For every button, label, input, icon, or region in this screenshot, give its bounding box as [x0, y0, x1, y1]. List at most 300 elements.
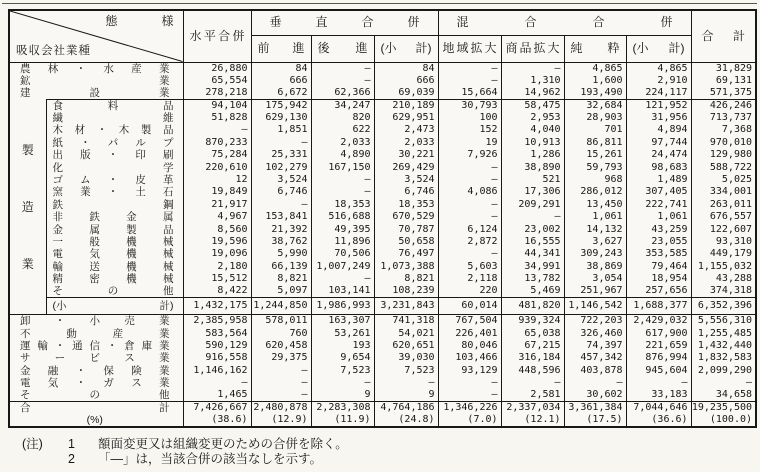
value-cell: 103,466 — [438, 352, 501, 364]
table-row — [9, 315, 756, 328]
value-cell: 19,235,500 — [691, 402, 756, 415]
table-row — [9, 149, 756, 161]
value-cell: 4,894 — [626, 124, 691, 136]
value-cell: 670,529 — [374, 211, 438, 223]
value-cell: 1,244,850 — [251, 298, 311, 315]
row-label: そ の 他 — [9, 389, 183, 402]
value-cell: 3,054 — [564, 273, 626, 285]
value-cell: 278,218 — [183, 87, 251, 100]
row-label: 食 料 品 — [46, 99, 183, 112]
value-cell: 1,255,485 — [691, 327, 756, 339]
value-cell: 3,524 — [374, 174, 438, 186]
value-cell: — — [438, 62, 501, 75]
value-cell: 209,291 — [501, 199, 564, 211]
value-cell: 481,820 — [501, 298, 564, 315]
note-line-1 — [22, 437, 348, 452]
value-cell: 69,131 — [691, 75, 756, 87]
value-cell: 1,688,377 — [626, 298, 691, 315]
row-label: 一 般 機 械 — [46, 236, 183, 248]
row-label: 繊 維 — [46, 112, 183, 124]
value-cell: 25,331 — [251, 149, 311, 161]
value-cell: 326,460 — [564, 327, 626, 339]
value-cell: 79,464 — [626, 261, 691, 273]
value-cell: 6,672 — [251, 87, 311, 100]
value-cell: 121,952 — [626, 99, 691, 112]
row-label: 金 融 ・ 保 険 業 — [9, 365, 183, 377]
value-cell: 23,055 — [626, 236, 691, 248]
row-label: 鉱 業 — [9, 75, 183, 87]
value-cell: 2,385,958 — [183, 315, 251, 328]
value-cell: 54,021 — [374, 327, 438, 339]
value-cell: 2,033 — [374, 137, 438, 149]
value-cell: (17.5) — [564, 414, 626, 427]
row-label: 卸 ・ 小 売 業 — [9, 315, 183, 328]
value-cell: 9 — [311, 389, 374, 402]
value-cell: 4,086 — [438, 186, 501, 198]
table-row — [9, 161, 756, 173]
value-cell: 26,880 — [183, 62, 251, 75]
value-cell: 6,746 — [374, 186, 438, 198]
value-cell: 578,011 — [251, 315, 311, 328]
value-cell: 713,737 — [691, 112, 756, 124]
value-cell: 1,146,542 — [564, 298, 626, 315]
value-cell: 2,180 — [183, 261, 251, 273]
value-cell: 571,375 — [691, 87, 756, 100]
value-cell: 629,130 — [251, 112, 311, 124]
col-header-horizontal-merger: 水 平 合 併 — [183, 10, 251, 62]
value-cell: 876,994 — [626, 352, 691, 364]
value-cell: 2,473 — [374, 124, 438, 136]
value-cell: 2,910 — [626, 75, 691, 87]
value-cell: 16,555 — [501, 236, 564, 248]
value-cell: — — [564, 377, 626, 389]
value-cell: 59,793 — [564, 161, 626, 173]
value-cell: 12 — [183, 174, 251, 186]
value-cell: 53,261 — [311, 327, 374, 339]
value-cell: 7,368 — [691, 124, 756, 136]
value-cell: 2,872 — [438, 236, 501, 248]
value-cell: 676,557 — [691, 211, 756, 223]
row-label: ゴ ム ・ 皮 革 — [46, 174, 183, 186]
value-cell: 1,432,175 — [183, 298, 251, 315]
header-row-groups — [9, 10, 756, 35]
value-cell: 38,890 — [501, 161, 564, 173]
value-cell: 69,039 — [374, 87, 438, 100]
value-cell: — — [501, 211, 564, 223]
value-cell: (11.9) — [311, 414, 374, 427]
note-mark: (注) — [22, 437, 43, 451]
value-cell: 5,469 — [501, 285, 564, 298]
value-cell: 167,150 — [311, 161, 374, 173]
value-cell: 226,401 — [438, 327, 501, 339]
row-label: 合 計 — [9, 402, 183, 415]
value-cell: 3,231,843 — [374, 298, 438, 315]
value-cell: 1,155,032 — [691, 261, 756, 273]
value-cell: 100 — [438, 112, 501, 124]
value-cell: 152 — [438, 124, 501, 136]
value-cell: 701 — [564, 124, 626, 136]
value-cell: 516,688 — [311, 211, 374, 223]
value-cell: (12.1) — [501, 414, 564, 427]
row-label: 農 林 ・ 水 産 業 — [9, 62, 183, 75]
value-cell: 939,324 — [501, 315, 564, 328]
value-cell: 18,353 — [311, 199, 374, 211]
value-cell: 98,683 — [626, 161, 691, 173]
value-cell: 6,352,396 — [691, 298, 756, 315]
value-cell: 4,967 — [183, 211, 251, 223]
value-cell: — — [311, 75, 374, 87]
value-cell: 8,560 — [183, 223, 251, 235]
value-cell: 80,046 — [438, 340, 501, 352]
table-row — [9, 377, 756, 389]
value-cell: 108,239 — [374, 285, 438, 298]
value-cell: 19,096 — [183, 248, 251, 260]
value-cell: 1,007,249 — [311, 261, 374, 273]
table-row — [9, 389, 756, 402]
value-cell: 1,489 — [626, 174, 691, 186]
note-text: 「—」は，当該合併の該当なしを示す。 — [98, 452, 323, 466]
value-cell: 67,215 — [501, 340, 564, 352]
value-cell: (7.0) — [438, 414, 501, 427]
value-cell: 620,458 — [251, 340, 311, 352]
value-cell: 44,341 — [501, 248, 564, 260]
value-cell: 9,654 — [311, 352, 374, 364]
col-header-regional-expansion: 地 域 拡 大 — [438, 35, 501, 62]
value-cell: 309,243 — [564, 248, 626, 260]
value-cell: 97,744 — [626, 137, 691, 149]
value-cell: 2,099,290 — [691, 365, 756, 377]
value-cell: 2,581 — [501, 389, 564, 402]
value-cell: 93,310 — [691, 236, 756, 248]
value-cell: 70,506 — [311, 248, 374, 260]
value-cell: 622 — [311, 124, 374, 136]
value-cell: 666 — [251, 75, 311, 87]
value-cell: 32,684 — [564, 99, 626, 112]
value-cell: 1,146,162 — [183, 365, 251, 377]
value-cell: 14,962 — [501, 87, 564, 100]
group-label-manufacturing: 製 造 業 — [9, 99, 46, 314]
value-cell: 193,490 — [564, 87, 626, 100]
note-number: 2 — [68, 452, 75, 466]
value-cell: — — [374, 377, 438, 389]
value-cell: — — [183, 124, 251, 136]
value-cell: 19,849 — [183, 186, 251, 198]
value-cell: (36.6) — [626, 414, 691, 427]
value-cell: 334,001 — [691, 186, 756, 198]
value-cell: 403,878 — [564, 365, 626, 377]
value-cell: — — [691, 377, 756, 389]
value-cell: 7,044,646 — [626, 402, 691, 415]
value-cell: 8,821 — [374, 273, 438, 285]
value-cell: 49,395 — [311, 223, 374, 235]
value-cell: — — [251, 137, 311, 149]
value-cell: 4,890 — [311, 149, 374, 161]
value-cell: 11,896 — [311, 236, 374, 248]
value-cell: 741,318 — [374, 315, 438, 328]
value-cell: 10,913 — [501, 137, 564, 149]
value-cell: 84 — [374, 62, 438, 75]
value-cell: 5,603 — [438, 261, 501, 273]
note-line-2 — [22, 452, 348, 467]
table-header — [9, 10, 756, 62]
value-cell: 1,073,388 — [374, 261, 438, 273]
value-cell: 1,851 — [251, 124, 311, 136]
row-label: 輸 送 機 械 — [46, 261, 183, 273]
table-row — [9, 112, 756, 124]
value-cell: 2,283,308 — [311, 402, 374, 415]
value-cell: 15,261 — [564, 149, 626, 161]
value-cell: 19 — [438, 137, 501, 149]
value-cell: 30,793 — [438, 99, 501, 112]
value-cell: 521 — [501, 174, 564, 186]
table-row — [9, 137, 756, 149]
value-cell: 760 — [251, 327, 311, 339]
table-row — [9, 261, 756, 273]
value-cell: 1,832,583 — [691, 352, 756, 364]
value-cell: 8,821 — [251, 273, 311, 285]
value-cell: 8,422 — [183, 285, 251, 298]
value-cell: — — [438, 75, 501, 87]
row-label: 建 設 業 — [9, 87, 183, 100]
value-cell: 122,607 — [691, 223, 756, 235]
value-cell: 9 — [374, 389, 438, 402]
value-cell: 4,764,186 — [374, 402, 438, 415]
value-cell: 448,596 — [501, 365, 564, 377]
value-cell: — — [311, 174, 374, 186]
value-cell: — — [251, 389, 311, 402]
value-cell: 1,465 — [183, 389, 251, 402]
row-label: 紙 ・ パ ル プ — [46, 137, 183, 149]
note-text: 額面変更又は組織変更のための合併を除く。 — [98, 437, 348, 451]
table-row — [9, 298, 756, 315]
value-cell: 353,585 — [626, 248, 691, 260]
value-cell: 103,141 — [311, 285, 374, 298]
value-cell: 14,132 — [564, 223, 626, 235]
value-cell: 2,480,878 — [251, 402, 311, 415]
value-cell: 374,318 — [691, 285, 756, 298]
table-row — [9, 285, 756, 298]
value-cell: 2,118 — [438, 273, 501, 285]
value-cell: 257,656 — [626, 285, 691, 298]
value-cell: 50,658 — [374, 236, 438, 248]
value-cell: 426,246 — [691, 99, 756, 112]
value-cell: 220,610 — [183, 161, 251, 173]
table-row — [9, 414, 756, 427]
value-cell: 4,040 — [501, 124, 564, 136]
table-row — [9, 87, 756, 100]
value-cell: 163,307 — [311, 315, 374, 328]
value-cell: — — [501, 377, 564, 389]
value-cell: — — [311, 377, 374, 389]
value-cell: 3,627 — [564, 236, 626, 248]
value-cell: 15,512 — [183, 273, 251, 285]
value-cell: 65,554 — [183, 75, 251, 87]
value-cell: 43,259 — [626, 223, 691, 235]
value-cell: 307,405 — [626, 186, 691, 198]
col-header-pure: 純 粋 — [564, 35, 626, 62]
value-cell: — — [438, 211, 501, 223]
row-label: 電 気 機 械 — [46, 248, 183, 260]
col-header-vertical-subtotal: (小 計) — [374, 35, 438, 62]
row-label: 運 輸 ・ 通 信 ・ 倉 庫 業 — [9, 340, 183, 352]
value-cell: 916,558 — [183, 352, 251, 364]
value-cell: 1,600 — [564, 75, 626, 87]
value-cell: 1,286 — [501, 149, 564, 161]
value-cell: 34,247 — [311, 99, 374, 112]
value-cell: 5,025 — [691, 174, 756, 186]
value-cell: 4,865 — [626, 62, 691, 75]
corner-label-form: 態 様 — [105, 14, 174, 28]
value-cell: 84 — [251, 62, 311, 75]
value-cell: 93,129 — [438, 365, 501, 377]
value-cell: — — [251, 365, 311, 377]
row-label: 不 動 産 業 — [9, 327, 183, 339]
col-header-forward: 前 進 — [251, 35, 311, 62]
value-cell: 970,010 — [691, 137, 756, 149]
table-row — [9, 124, 756, 136]
value-cell: 590,129 — [183, 340, 251, 352]
value-cell: 18,954 — [626, 273, 691, 285]
value-cell: 18,353 — [374, 199, 438, 211]
value-cell: 1,061 — [626, 211, 691, 223]
value-cell: 3,361,384 — [564, 402, 626, 415]
value-cell: 15,664 — [438, 87, 501, 100]
col-header-mixed-subtotal: (小 計) — [626, 35, 691, 62]
row-label: 電 気 ・ ガ ス 業 — [9, 377, 183, 389]
value-cell: 24,474 — [626, 149, 691, 161]
value-cell: 269,429 — [374, 161, 438, 173]
note-number: 1 — [68, 437, 75, 451]
value-cell: 75,284 — [183, 149, 251, 161]
value-cell: 316,184 — [501, 352, 564, 364]
col-header-grand-total: 合 計 — [691, 10, 756, 62]
value-cell: 457,342 — [564, 352, 626, 364]
value-cell: 1,986,993 — [311, 298, 374, 315]
value-cell: 286,012 — [564, 186, 626, 198]
value-cell: 19,596 — [183, 236, 251, 248]
value-cell: 221,659 — [626, 340, 691, 352]
value-cell: 2,337,034 — [501, 402, 564, 415]
value-cell: 7,523 — [374, 365, 438, 377]
value-cell: 33,183 — [626, 389, 691, 402]
value-cell: (12.9) — [251, 414, 311, 427]
row-label: 木 材 ・ 木 製 品 — [46, 124, 183, 136]
value-cell: 34,658 — [691, 389, 756, 402]
value-cell: 870,233 — [183, 137, 251, 149]
value-cell: 6,124 — [438, 223, 501, 235]
value-cell: 767,504 — [438, 315, 501, 328]
value-cell: 5,556,310 — [691, 315, 756, 328]
value-cell: 31,956 — [626, 112, 691, 124]
table-row — [9, 352, 756, 364]
merger-by-industry-table — [8, 9, 757, 428]
value-cell: 1,061 — [564, 211, 626, 223]
value-cell: — — [626, 377, 691, 389]
value-cell: 21,917 — [183, 199, 251, 211]
table-row — [9, 75, 756, 87]
table-row — [9, 99, 756, 112]
value-cell: 28,903 — [564, 112, 626, 124]
row-label: (%) — [9, 414, 183, 427]
value-cell: — — [311, 62, 374, 75]
value-cell: 7,426,667 — [183, 402, 251, 415]
value-cell: 38,762 — [251, 236, 311, 248]
value-cell: 34,991 — [501, 261, 564, 273]
row-label: (小 計) — [46, 298, 183, 315]
col-group-vertical-merger: 垂 直 合 併 — [251, 10, 438, 35]
value-cell: 58,475 — [501, 99, 564, 112]
value-cell: 222,741 — [626, 199, 691, 211]
table-row — [9, 340, 756, 352]
value-cell: 30,221 — [374, 149, 438, 161]
value-cell: 102,279 — [251, 161, 311, 173]
value-cell: 722,203 — [564, 315, 626, 328]
table-row — [9, 199, 756, 211]
table-row — [9, 365, 756, 377]
value-cell: 30,602 — [564, 389, 626, 402]
value-cell: (24.8) — [374, 414, 438, 427]
notes — [22, 437, 348, 467]
value-cell: 620,651 — [374, 340, 438, 352]
table-row — [9, 236, 756, 248]
col-header-product-expansion: 商 品 拡 大 — [501, 35, 564, 62]
value-cell: 31,829 — [691, 62, 756, 75]
value-cell: 5,097 — [251, 285, 311, 298]
table-row — [9, 223, 756, 235]
value-cell: 220 — [438, 285, 501, 298]
table-row — [9, 327, 756, 339]
value-cell: 39,030 — [374, 352, 438, 364]
value-cell: 21,392 — [251, 223, 311, 235]
value-cell: (38.6) — [183, 414, 251, 427]
table-row — [9, 62, 756, 75]
value-cell: — — [438, 199, 501, 211]
value-cell: — — [501, 62, 564, 75]
value-cell: — — [311, 273, 374, 285]
table-row — [9, 211, 756, 223]
value-cell: 5,990 — [251, 248, 311, 260]
value-cell: 13,450 — [564, 199, 626, 211]
value-cell: — — [438, 248, 501, 260]
value-cell: 210,189 — [374, 99, 438, 112]
value-cell: 263,011 — [691, 199, 756, 211]
value-cell: 3,524 — [251, 174, 311, 186]
col-header-backward: 後 進 — [311, 35, 374, 62]
row-label: 非 鉄 金 属 — [46, 211, 183, 223]
value-cell: 588,722 — [691, 161, 756, 173]
value-cell: 666 — [374, 75, 438, 87]
value-cell: 62,366 — [311, 87, 374, 100]
value-cell: 13,782 — [501, 273, 564, 285]
value-cell: 251,967 — [564, 285, 626, 298]
row-label: 精 密 機 械 — [46, 273, 183, 285]
top-rule — [2, 3, 757, 4]
row-label: 出 版 ・ 印 刷 — [46, 149, 183, 161]
value-cell: 51,828 — [183, 112, 251, 124]
value-cell: 4,865 — [564, 62, 626, 75]
value-cell: 38,869 — [564, 261, 626, 273]
value-cell: 86,811 — [564, 137, 626, 149]
value-cell: — — [251, 377, 311, 389]
value-cell: 449,179 — [691, 248, 756, 260]
value-cell: — — [438, 161, 501, 173]
value-cell: 1,346,226 — [438, 402, 501, 415]
table-row — [9, 174, 756, 186]
value-cell: 129,980 — [691, 149, 756, 161]
value-cell: 1,432,440 — [691, 340, 756, 352]
value-cell: 66,139 — [251, 261, 311, 273]
value-cell: 629,951 — [374, 112, 438, 124]
